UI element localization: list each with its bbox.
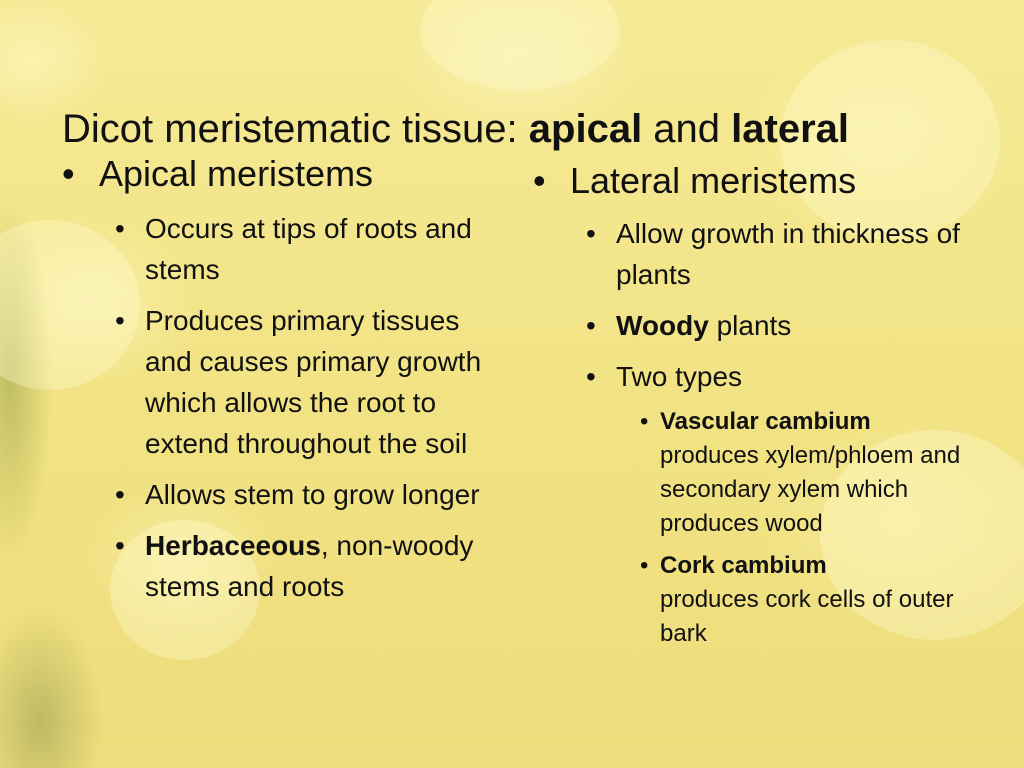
list-item-text: produces cork cells of outer bark [660,586,954,647]
bullet-icon: • [586,218,596,249]
list-item-bold-text: Cork cambium [660,552,827,579]
slide-title [62,103,849,155]
cambium-types-list [616,405,973,651]
list-item-bold-text: Woody [616,310,709,341]
list-item [99,525,492,607]
list-item [570,356,973,651]
list-item-text: Allows stem to grow longer [145,479,480,510]
list-item-text: Produces primary tissues and causes primary growth which allows the root to extend throughout the soil [145,305,482,459]
list-item [99,208,492,290]
bullet-icon: • [62,153,75,194]
title-bold-apical: apical [528,107,643,151]
lateral-heading: Lateral meristems [570,160,857,201]
lateral-sublist [570,213,973,651]
title-prefix: Dicot meristematic tissue: [62,107,529,151]
bullet-icon: • [640,552,649,579]
bullet-icon: • [115,479,125,510]
list-item-text: , non-woody stems and roots [145,530,474,602]
list-item [99,474,492,515]
list-item-text: Occurs at tips of roots and stems [145,213,472,285]
left-column [62,152,492,607]
title-middle: and [642,107,732,151]
title-bold-lateral: lateral [731,107,850,151]
list-item [99,300,492,464]
right-column [533,159,973,651]
flower-decoration [420,0,620,90]
apical-sublist [99,208,492,607]
bullet-icon: • [115,530,125,561]
list-item-text: Allow growth in thickness of plants [616,218,960,290]
list-item-bold-text: Vascular cambium [660,408,871,435]
bullet-icon: • [533,160,546,201]
bullet-icon: • [586,310,596,341]
list-item [616,405,973,541]
list-item-text: produces xylem/phloem and secondary xylem which produces wood [660,442,961,537]
list-item [570,213,973,295]
list-item [570,305,973,346]
bullet-icon: • [640,408,649,435]
bullet-icon: • [586,361,596,392]
list-item-text: plants [708,310,792,341]
lateral-meristems-bullet [533,159,973,651]
list-item-bold-text: Herbaceeous [145,530,321,561]
apical-meristems-bullet [62,152,492,607]
apical-heading: Apical meristems [99,153,374,194]
bullet-icon: • [115,213,125,244]
list-item [616,549,973,651]
list-item-text: Two types [616,361,743,392]
bullet-icon: • [115,305,125,336]
